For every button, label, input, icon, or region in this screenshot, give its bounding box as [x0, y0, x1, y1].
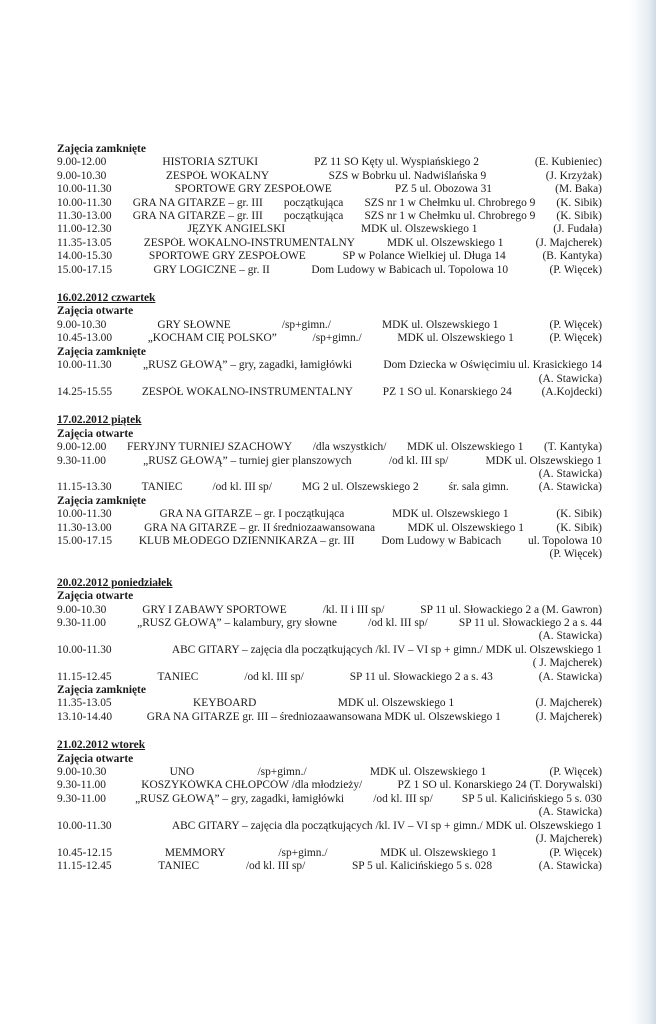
entry-field: 15.00-17.15 [57, 263, 113, 276]
entry-field: MDK ul. Olszewskiego 1 [392, 508, 509, 521]
entry-field: MDK ul. Olszewskiego 1 [407, 521, 524, 534]
entry-field: SZS w Bobrku ul. Nadwiślańska 9 [328, 169, 487, 182]
entry-field: (J. Majcherek) [535, 236, 602, 249]
entry-field: SP 11 ul. Słowackiego 2 a s. 44 [458, 617, 602, 629]
entry-field: /od kl. III sp/ [244, 670, 304, 683]
day-block [57, 577, 602, 724]
schedule-entry [57, 766, 602, 779]
day-block [57, 739, 602, 873]
entry-field: 15.00-17.15 [57, 534, 113, 547]
entry-field: MEMMORY [164, 846, 226, 859]
entry-field: TANIEC [158, 859, 200, 872]
entry-field: ABC GITARY – zajęcia dla początkujących /kl. IV – VI sp + gimn./ MDK ul. Olszewskiego 1 [171, 819, 602, 832]
schedule-entry: (A. Stawicka) [538, 630, 602, 643]
entry-field: MDK ul. Olszewskiego 1 [369, 766, 487, 779]
entry-field: PZ 11 SO Kęty ul. Wyspiańskiego 2 [314, 156, 479, 169]
schedule-entry [57, 210, 602, 223]
entry-field: (K. Sibik) [556, 196, 602, 209]
entry-field: MDK ul. Olszewskiego 1 [361, 223, 478, 236]
entry-field: /sp+gimn./ [281, 318, 331, 331]
entry-field: MDK ul. Olszewskiego 1 [337, 697, 455, 710]
entry-field: 11.15-12.45 [57, 670, 112, 683]
schedule-entry [57, 359, 602, 372]
entry-field: SPORTOWE GRY ZESPOŁOWE [174, 183, 332, 196]
entry-field: 11.15-13.30 [57, 481, 112, 494]
entry-field: MDK ul. Olszewskiego 1 [382, 318, 499, 331]
entry-field: 14.00-15.30 [57, 250, 113, 263]
schedule-entry [57, 319, 602, 332]
entry-field: 9.30-11.00 [57, 617, 106, 629]
entry-field: 9.00-10.30 [57, 318, 107, 331]
entry-field: (J. Fudała) [553, 223, 602, 236]
schedule-entry [57, 535, 602, 548]
entry-field: 10.00-11.30 [57, 508, 112, 521]
entry-field: GRA NA GITARZE – gr. II średniozaawansowana [144, 521, 376, 534]
schedule-entry [57, 237, 602, 250]
entry-field: KOSZYKÓWKA CHŁOPCÓW /dla młodzieży/ [141, 779, 363, 792]
entry-field: SP 5 ul. Kalicińskiego 5 s. 030 [461, 792, 602, 805]
entry-field: śr. sala gimn. [448, 481, 509, 494]
entry-field: „RUSZ GŁOWĄ” – turniej gier planszowych [143, 454, 352, 467]
entry-field: 9.30-11.00 [57, 792, 106, 805]
entry-field: (A. Stawicka) [538, 859, 602, 872]
entry-field: PZ 1 SO ul. Konarskiego 24 [382, 385, 512, 398]
entry-field: 9.00-12.00 [57, 441, 107, 454]
entry-field: GRY SŁOWNE [157, 318, 231, 331]
entry-field: Dom Ludowy w Babicach ul. Topolowa 10 [311, 263, 509, 276]
entry-field: Dom Ludowy w Babicach [381, 534, 502, 547]
schedule-entry: (A. Stawicka) [538, 806, 602, 819]
entry-field: (A. Stawicka) [538, 670, 602, 683]
entry-field: SZS nr 1 w Chełmku ul. Chrobrego 9 [364, 210, 536, 223]
entry-field: (A.Kojdecki) [541, 385, 602, 398]
entry-field: GRY LOGICZNE – gr. II [153, 263, 270, 276]
entry-field: 10.45-13.00 [57, 332, 113, 345]
entry-field: /kl. II i III sp/ [322, 603, 385, 616]
section-heading: Zajęcia zamknięte [57, 684, 146, 697]
entry-field: (K. Sibik) [556, 210, 602, 223]
schedule-entry [57, 156, 602, 169]
entry-field: PZ 1 SO ul. Konarskiego 24 (T. Dorywalski) [397, 779, 602, 792]
entry-field: 10.45-12.15 [57, 846, 113, 859]
entry-field: /od kl. III sp/ [245, 859, 306, 872]
entry-field: 9.00-12.00 [57, 156, 107, 169]
entry-field: ul. Topolowa 10 [527, 534, 602, 547]
entry-field: GRA NA GITARZE – gr. III [132, 196, 263, 209]
schedule-entry [57, 481, 602, 494]
date-heading: 17.02.2012 piątek [57, 414, 142, 427]
section-heading: Zajęcia otwarte [57, 305, 134, 318]
schedule-entry [57, 386, 602, 399]
schedule-entry [57, 250, 602, 263]
schedule-entry [57, 223, 602, 236]
entry-field: UNO [169, 766, 195, 779]
entry-field: (J. Majcherek) [535, 697, 602, 710]
schedule-entry [57, 332, 602, 345]
entry-field: /sp+gimn./ [278, 846, 328, 859]
entry-field: MDK ul. Olszewskiego 1 [387, 236, 504, 249]
schedule-entry [57, 183, 602, 196]
entry-field: (J. Majcherek) [535, 710, 602, 723]
schedule-entry [57, 697, 602, 710]
entry-field: 11.00-12.30 [57, 223, 112, 236]
schedule-entry [57, 847, 602, 860]
entry-field: 11.35-13.05 [57, 697, 112, 710]
schedule-entry [57, 264, 602, 277]
schedule-entry [57, 522, 602, 535]
entry-field: SP 11 ul. Słowackiego 2 a s. 43 [349, 670, 493, 683]
entry-field: /od kl. III sp/ [388, 454, 449, 467]
entry-field: SP 5 ul. Kalicińskiego 5 s. 028 [351, 859, 493, 872]
entry-field: „RUSZ GŁOWĄ” – gry, zagadki, łamigłówki [135, 792, 345, 805]
entry-field: SP w Polance Wielkiej ul. Długa 14 [342, 250, 506, 263]
entry-field: 11.30-13.00 [57, 210, 112, 223]
entry-field: /sp+gimn./ [257, 766, 307, 779]
entry-field: (P. Więcek) [549, 846, 602, 859]
entry-field: (P. Więcek) [549, 766, 602, 779]
entry-field: (A. Stawicka) [538, 481, 602, 494]
entry-field: ZESPÓŁ WOKALNY [165, 169, 270, 182]
entry-field: JĘZYK ANGIELSKI [187, 223, 286, 236]
entry-field: MDK ul. Olszewskiego 1 [380, 846, 497, 859]
entry-field: /sp+gimn./ [312, 332, 362, 345]
schedule-entry [57, 441, 602, 454]
date-heading: 20.02.2012 poniedziałek [57, 576, 173, 589]
date-heading: 21.02.2012 wtorek [57, 739, 146, 752]
schedule-entry [57, 644, 602, 657]
entry-field: (K. Sibik) [556, 521, 602, 534]
schedule-entry: ( J. Majcherek) [532, 657, 602, 670]
entry-field: „RUSZ GŁOWĄ” – kalambury, gry słowne [137, 617, 337, 629]
entry-field: 10.00-11.30 [57, 183, 112, 196]
entry-field: (K. Sibik) [556, 508, 602, 521]
day-block [57, 414, 602, 561]
entry-field: /od kl. III sp/ [212, 481, 272, 494]
schedule-entry [57, 860, 602, 873]
entry-field: 10.00-11.30 [57, 196, 112, 209]
entry-field: (P. Więcek) [549, 318, 602, 331]
entry-field: (T. Kantyka) [544, 441, 602, 454]
day-block [57, 143, 602, 277]
entry-field: SP 11 ul. Słowackiego 2 a (M. Gawron) [420, 603, 602, 616]
schedule-entry [57, 197, 602, 210]
entry-field: (E. Kubieniec) [534, 156, 602, 169]
entry-field: HISTORIA SZTUKI [162, 156, 259, 169]
entry-field: (P. Więcek) [549, 332, 602, 345]
schedule-entry [57, 170, 602, 183]
entry-field: MG 2 ul. Olszewskiego 2 [301, 481, 419, 494]
section-heading: Zajęcia zamknięte [57, 143, 146, 155]
entry-field: GRA NA GITARZE – gr. I początkująca [159, 508, 345, 521]
entry-field: 11.35-13.05 [57, 236, 112, 249]
entry-field: ABC GITARY – zajęcia dla początkujących /kl. IV – VI sp + gimn./ MDK ul. Olszewskiego 1 [171, 643, 602, 656]
entry-field: /dla wszystkich/ [312, 441, 387, 454]
entry-field: 9.00-10.30 [57, 603, 107, 616]
schedule-entry: (A. Stawicka) [538, 372, 602, 385]
entry-field: (B. Kantyka) [542, 250, 602, 263]
schedule-entry [57, 508, 602, 521]
schedule-entry [57, 820, 602, 833]
entry-field: 9.30-11.00 [57, 779, 106, 792]
entry-field: KEYBOARD [193, 697, 257, 710]
entry-field: PZ 5 ul. Obozowa 31 [394, 183, 492, 196]
entry-field: ZESPÓŁ WOKALNO-INSTRUMENTALNY [143, 236, 355, 249]
entry-field: MDK ul. Olszewskiego 1 [397, 332, 514, 345]
entry-field: GRA NA GITARZE gr. III – średniozaawansowana MDK ul. Olszewskiego 1 [146, 710, 501, 723]
entry-field: TANIEC [157, 670, 199, 683]
entry-field: początkująca [283, 210, 344, 223]
schedule-entry [57, 604, 602, 617]
schedule-document [57, 143, 602, 873]
entry-field: 10.00-11.30 [57, 819, 112, 832]
section-heading: Zajęcia otwarte [57, 427, 134, 440]
section-heading: Zajęcia otwarte [57, 752, 134, 765]
entry-field: 14.25-15.55 [57, 385, 113, 398]
entry-field: (P. Więcek) [549, 263, 602, 276]
schedule-entry: (J. Majcherek) [535, 833, 602, 846]
entry-field: (M. Baka) [555, 183, 602, 196]
entry-field: FERYJNY TURNIEJ SZACHOWY [126, 441, 293, 454]
schedule-entry: (A. Stawicka) [538, 467, 602, 480]
entry-field: GRA NA GITARZE – gr. III [132, 210, 263, 223]
date-heading: 16.02.2012 czwartek [57, 292, 156, 305]
day-block [57, 292, 602, 399]
schedule-entry [57, 793, 602, 806]
section-heading: Zajęcia zamknięte [57, 494, 146, 507]
entry-field: KLUB MŁODEGO DZIENNIKARZA – gr. III [138, 534, 355, 547]
entry-field: MDK ul. Olszewskiego 1 [485, 454, 602, 467]
entry-field: 11.15-12.45 [57, 859, 112, 872]
entry-field: (J. Krzyżak) [545, 169, 602, 182]
schedule-entry [57, 617, 602, 630]
entry-field: /od kl. III sp/ [368, 617, 428, 629]
section-heading: Zajęcia otwarte [57, 590, 134, 603]
entry-field: 10.00-11.30 [57, 643, 112, 656]
entry-field: „RUSZ GŁOWĄ” – gry, zagadki, łamigłówki [143, 359, 353, 372]
entry-field: 9.00-10.30 [57, 169, 107, 182]
entry-field: „KOCHAM CIĘ POLSKO” [147, 332, 277, 345]
entry-field: 9.00-10.30 [57, 766, 107, 779]
schedule-entry [57, 779, 602, 792]
entry-field: początkująca [283, 196, 344, 209]
schedule-entry: (P. Więcek) [549, 548, 602, 561]
entry-field: MDK ul. Olszewskiego 1 [407, 441, 524, 454]
schedule-entry [57, 455, 602, 468]
entry-field: /od kl. III sp/ [373, 792, 433, 805]
entry-field: GRY I ZABAWY SPORTOWE [142, 603, 287, 616]
scan-page-edge [630, 0, 656, 1024]
entry-field: TANIEC [141, 481, 183, 494]
section-heading: Zajęcia zamknięte [57, 345, 146, 358]
entry-field: Dom Dziecka w Oświęcimiu ul. Krasickiego 14 [383, 359, 602, 372]
entry-field: ZESPÓŁ WOKALNO-INSTRUMENTALNY [141, 385, 353, 398]
entry-field: 10.00-11.30 [57, 359, 112, 372]
entry-field: 9.30-11.00 [57, 454, 106, 467]
schedule-entry [57, 671, 602, 684]
entry-field: SZS nr 1 w Chełmku ul. Chrobrego 9 [364, 196, 536, 209]
entry-field: 13.10-14.40 [57, 710, 113, 723]
entry-field: SPORTOWE GRY ZESPOŁOWE [148, 250, 306, 263]
entry-field: 11.30-13.00 [57, 521, 112, 534]
schedule-entry [57, 711, 602, 724]
